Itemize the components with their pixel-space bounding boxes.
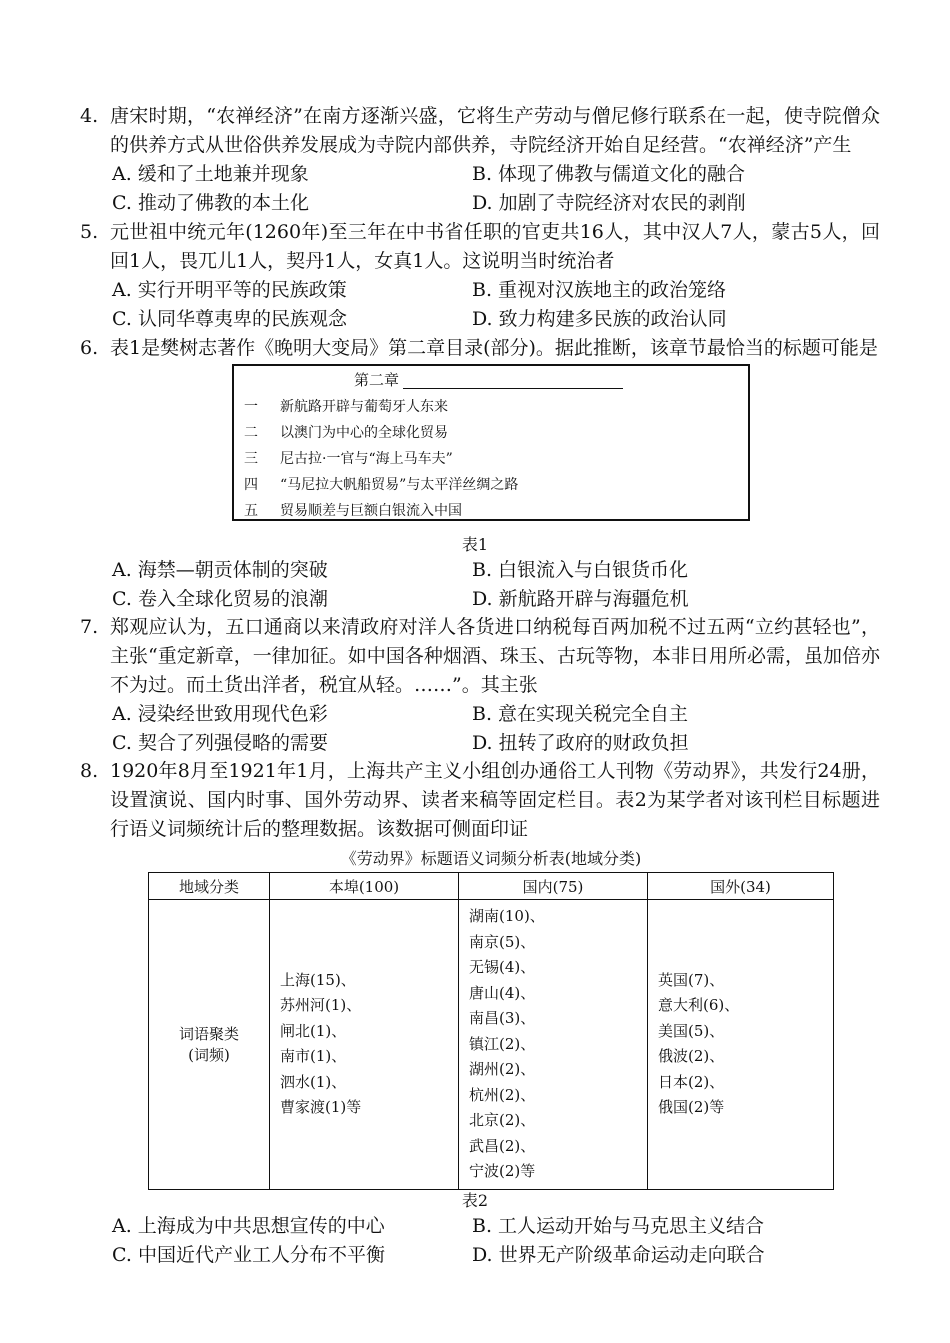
column-header: 地域分类: [149, 873, 270, 900]
option-c: C. 卷入全球化贸易的浪潮: [112, 588, 328, 610]
q5-options: [112, 276, 832, 334]
q7-options: [112, 700, 832, 758]
option-a: A. 浸染经世致用现代色彩: [112, 703, 328, 725]
table-2: [148, 872, 834, 1190]
local-terms: 上海(15)、 苏州河(1)、 闸北(1)、 南市(1)、 泗水(1)、 曹家渡(1)等: [270, 900, 459, 1190]
blank-line: [403, 374, 623, 389]
column-header: 国外(34): [648, 873, 834, 900]
table-1-caption: 表1: [461, 535, 489, 554]
table-2-caption: 表2: [461, 1191, 489, 1210]
table-1-header: [234, 366, 748, 394]
table-2-title: 《劳动界》标题语义词频分析表(地域分类): [340, 849, 642, 868]
table-header-row: [149, 873, 834, 900]
question-8: [80, 757, 880, 844]
option-c: C. 推动了佛教的本土化: [112, 192, 309, 214]
q4-options: [112, 160, 832, 218]
option-a: A. 上海成为中共思想宣传的中心: [112, 1215, 385, 1237]
option-a: A. 缓和了土地兼并现象: [112, 163, 309, 185]
question-stem: 唐宋时期，“农禅经济”在南方逐渐兴盛，它将生产劳动与僧尼修行联系在一起，使寺院僧众的供养方式从世俗供养发展成为寺院内部供养，寺院经济开始自足经营。“农禅经济”产生: [110, 105, 880, 156]
option-a: A. 海禁—朝贡体制的突破: [112, 559, 328, 581]
question-stem: 1920年8月至1921年1月，上海共产主义小组创办通俗工人刊物《劳动界》，共发行24册，设置演说、国内时事、国外劳动界、读者来稿等固定栏目。表2为某学者对该刊栏目标题进行语义词频统计后的整理数据。该数据可侧面印证: [110, 760, 880, 840]
option-b: B. 体现了佛教与儒道文化的融合: [472, 163, 746, 185]
option-d: D. 世界无产阶级革命运动走向联合: [472, 1244, 765, 1266]
question-number: 5.: [80, 221, 99, 243]
table-row: [149, 900, 834, 1190]
option-b: B. 意在实现关税完全自主: [472, 703, 689, 725]
chapter-title: 第二章: [354, 371, 400, 389]
table-1: [232, 364, 750, 521]
option-d: D. 致力构建多民族的政治认同: [472, 308, 727, 330]
question-stem: 元世祖中统元年(1260年)至三年在中书省任职的官吏共16人，其中汉人7人，蒙古5人，回回1人，畏兀儿1人，契丹1人，女真1人。这说明当时统治者: [110, 221, 880, 272]
toc-item: 五 贸易顺差与巨额白银流入中国: [244, 503, 462, 519]
option-d: D. 扭转了政府的财政负担: [472, 732, 689, 754]
q8-options: [112, 1212, 832, 1270]
row-label: 词语聚类 (词频): [149, 900, 270, 1190]
toc-item: 三 尼古拉·一官与“海上马车夫”: [244, 451, 453, 467]
option-c: C. 契合了列强侵略的需要: [112, 732, 328, 754]
question-5: [80, 218, 880, 276]
option-b: B. 重视对汉族地主的政治笼络: [472, 279, 727, 301]
question-6: [80, 334, 880, 363]
question-number: 7.: [80, 616, 99, 638]
q6-options: [112, 556, 832, 614]
domestic-terms: 湖南(10)、 南京(5)、 无锡(4)、 唐山(4)、 南昌(3)、 镇江(2)、 湖州(2)、 杭州(2)、 北京(2)、 武昌(2)、 宁波(2)等: [459, 900, 648, 1190]
toc-item: 一 新航路开辟与葡萄牙人东来: [244, 399, 448, 415]
question-number: 4.: [80, 105, 99, 127]
question-4: [80, 102, 880, 160]
option-c: C. 中国近代产业工人分布不平衡: [112, 1244, 385, 1266]
toc-item: 二 以澳门为中心的全球化贸易: [244, 425, 448, 441]
question-stem: 郑观应认为，五口通商以来清政府对洋人各货进口纳税每百两加税不过五两“立约甚轻也”，主张“重定新章，一律加征。如中国各种烟酒、珠玉、古玩等物，本非日用所必需，虽加倍亦不为过。而土货出洋者，税宜从轻。……”。其主张: [110, 616, 880, 696]
question-stem: 表1是樊树志著作《晚明大变局》第二章目录(部分)。据此推断，该章节最恰当的标题可能是: [110, 337, 878, 359]
option-d: D. 加剧了寺院经济对农民的剥削: [472, 192, 746, 214]
question-number: 8.: [80, 760, 99, 782]
option-b: B. 白银流入与白银货币化: [472, 559, 689, 581]
question-7: [80, 613, 880, 700]
column-header: 国内(75): [459, 873, 648, 900]
column-header: 本埠(100): [270, 873, 459, 900]
option-c: C. 认同华尊夷卑的民族观念: [112, 308, 347, 330]
option-d: D. 新航路开辟与海疆危机: [472, 588, 689, 610]
question-number: 6.: [80, 337, 99, 359]
toc-item: 四 “马尼拉大帆船贸易”与太平洋丝绸之路: [244, 477, 519, 493]
foreign-terms: 英国(7)、 意大利(6)、 美国(5)、 俄波(2)、 日本(2)、 俄国(2)等: [648, 900, 834, 1190]
option-b: B. 工人运动开始与马克思主义结合: [472, 1215, 765, 1237]
option-a: A. 实行开明平等的民族政策: [112, 279, 347, 301]
